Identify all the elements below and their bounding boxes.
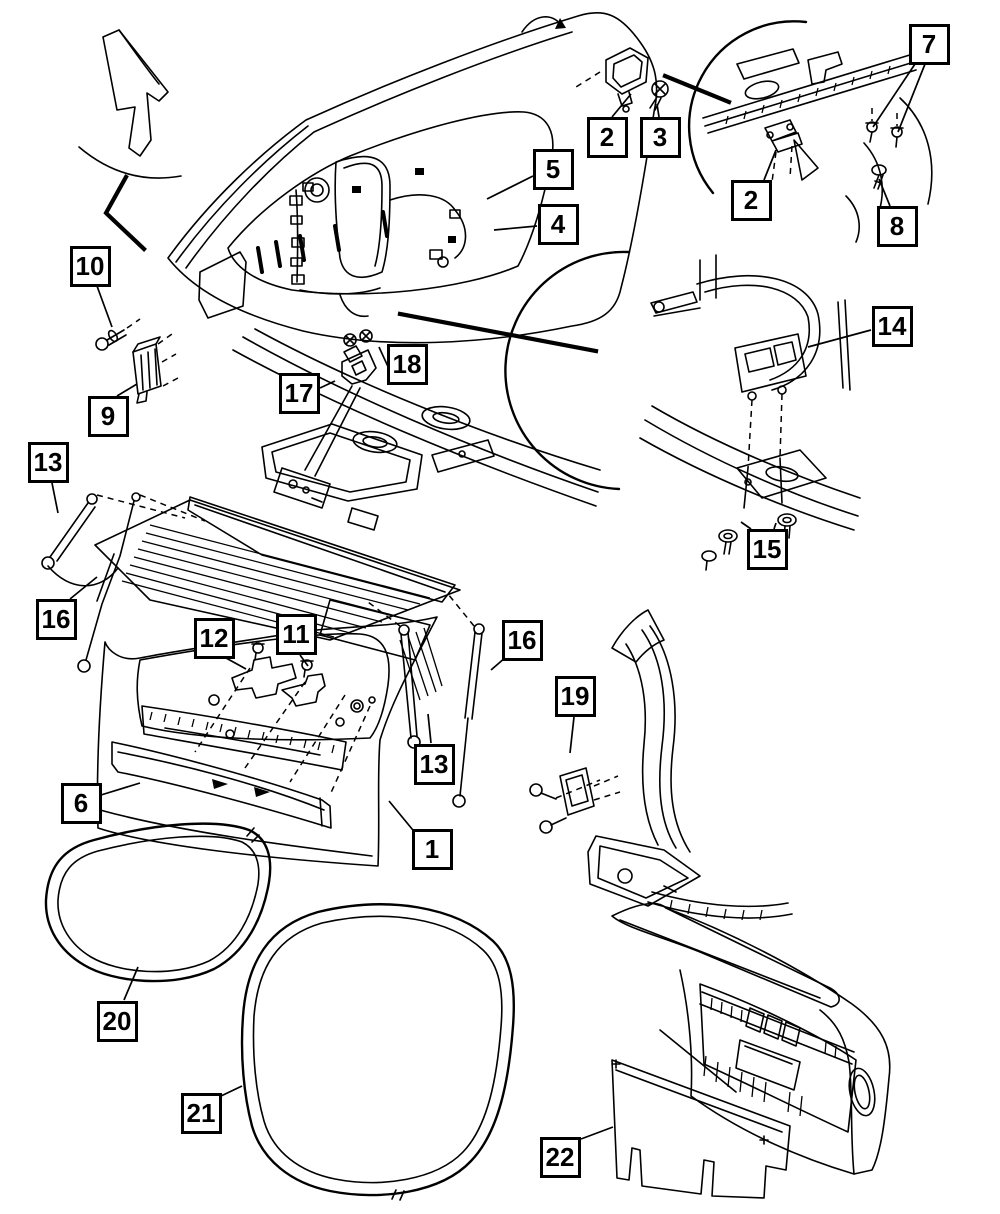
callout-20[interactable]: 20 (97, 1001, 138, 1042)
corner-bracket-trim-view (79, 30, 181, 249)
glass-weatherstrip-view (46, 824, 270, 981)
callout-21[interactable]: 21 (181, 1093, 222, 1134)
liftgate-exterior-with-struts-view (42, 493, 484, 866)
callout-10[interactable]: 10 (70, 246, 111, 287)
liftgate-inner-panel-view (168, 13, 668, 343)
callout-8[interactable]: 8 (877, 206, 918, 247)
callout-16[interactable]: 16 (36, 599, 77, 640)
liftgate-water-shield-view (612, 904, 890, 1198)
callout-19[interactable]: 19 (555, 676, 596, 717)
callout-2[interactable]: 2 (587, 117, 628, 158)
callout-12[interactable]: 12 (194, 618, 235, 659)
lock-module-parts-view (96, 319, 178, 403)
callout-9[interactable]: 9 (88, 396, 129, 437)
callout-11[interactable]: 11 (276, 614, 317, 655)
opening-weatherstrip-view (242, 904, 514, 1200)
callout-2[interactable]: 2 (731, 180, 772, 221)
callout-22[interactable]: 22 (540, 1137, 581, 1178)
callout-13[interactable]: 13 (414, 744, 455, 785)
callout-15[interactable]: 15 (747, 529, 788, 570)
callout-7[interactable]: 7 (909, 24, 950, 65)
callout-6[interactable]: 6 (61, 783, 102, 824)
callout-1[interactable]: 1 (412, 829, 453, 870)
callout-18[interactable]: 18 (387, 344, 428, 385)
callout-17[interactable]: 17 (279, 373, 320, 414)
callout-3[interactable]: 3 (640, 117, 681, 158)
callout-4[interactable]: 4 (538, 204, 579, 245)
d-pillar-hinge-view (530, 610, 792, 920)
callout-13[interactable]: 13 (28, 442, 69, 483)
callout-14[interactable]: 14 (872, 306, 913, 347)
callout-5[interactable]: 5 (533, 149, 574, 190)
latch-cable-detail-circle-view (505, 252, 860, 570)
callout-16[interactable]: 16 (502, 620, 543, 661)
